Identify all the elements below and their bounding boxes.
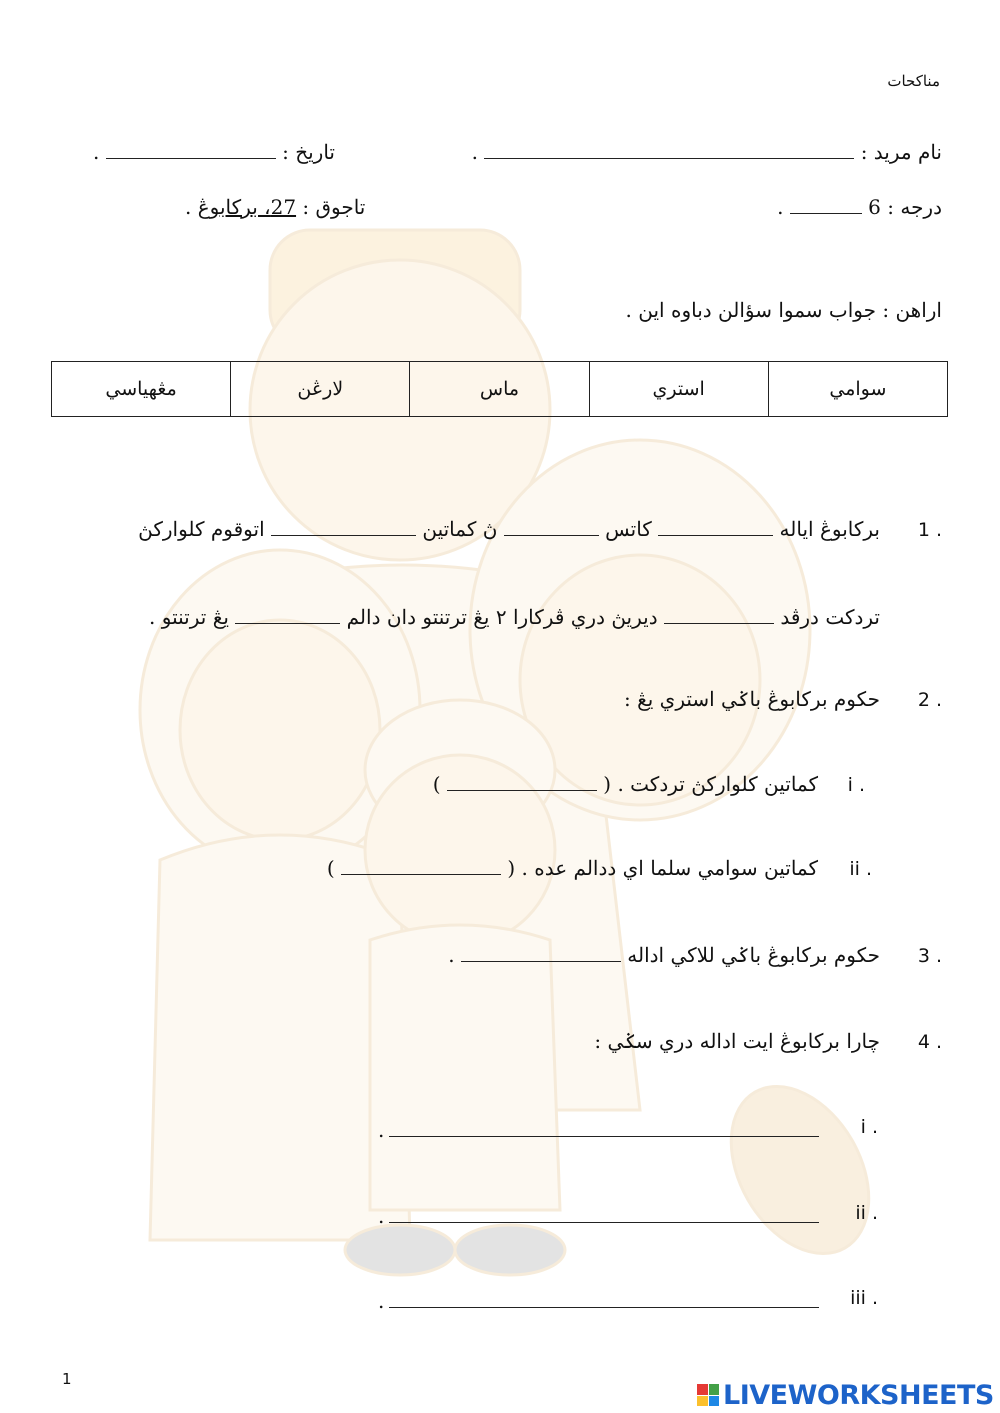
- q2-ii-number: ii .: [849, 858, 872, 880]
- q4-iii-row: [378, 1289, 819, 1313]
- q2-ii-blank[interactable]: [341, 856, 501, 875]
- topic-period: .: [185, 195, 192, 219]
- topic-row: [185, 195, 365, 219]
- q1-text-e: تردكت درڤد: [780, 605, 880, 629]
- q4-iii-blank[interactable]: [389, 1289, 819, 1308]
- topic-value: 27، بركابوڠ: [197, 195, 297, 219]
- q1-number: 1 .: [917, 519, 942, 541]
- q4-ii-period: .: [378, 1204, 385, 1228]
- class-period: .: [777, 195, 784, 219]
- q1-blank-1[interactable]: [658, 517, 773, 536]
- q2-ii-close: ): [326, 856, 335, 880]
- q1-line-2: [149, 605, 880, 629]
- q4-iii-period: .: [378, 1289, 385, 1313]
- liveworksheets-brand: LIVEWORKSHEETS: [723, 1379, 994, 1411]
- q4-ii-row: [378, 1204, 819, 1228]
- q2-i-row: [433, 772, 818, 796]
- q3-blank[interactable]: [461, 943, 621, 962]
- q1-blank-2[interactable]: [504, 517, 599, 536]
- q1-blank-5[interactable]: [235, 605, 340, 624]
- q2-ii-text: كماتين سوامي سلما اي ددالم عده . (: [507, 856, 818, 880]
- q3-row: [448, 943, 880, 967]
- liveworksheets-logo-icon: [697, 1384, 719, 1406]
- date-period: .: [93, 140, 100, 164]
- q2-i-number: i .: [847, 774, 865, 796]
- option-prohibited: لارڠن: [231, 362, 410, 417]
- q1-blank-4[interactable]: [664, 605, 774, 624]
- option-time: ماس: [410, 362, 589, 417]
- name-row: [471, 140, 942, 164]
- q4-i-number: i .: [860, 1116, 878, 1138]
- name-label: نام مريد :: [860, 140, 942, 164]
- instruction: اراهن : جواب سموا سؤالن دباوه اين .: [625, 298, 942, 322]
- q1-text-a: بركابوڠ اياله: [779, 517, 880, 541]
- q4-text: چارا بركابوڠ ايت اداله دري سݢي :: [594, 1029, 880, 1053]
- topic-label: تاجوق :: [302, 195, 366, 219]
- q2-i-blank[interactable]: [447, 772, 597, 791]
- q4-i-row: [378, 1118, 819, 1142]
- subject-heading: مناكحات: [887, 72, 940, 90]
- q4-i-blank[interactable]: [389, 1118, 819, 1137]
- word-options-table: [51, 361, 948, 417]
- q1-line-1: [138, 517, 880, 541]
- name-period: .: [471, 140, 478, 164]
- q3-text: حكوم بركابوڠ باݢي للاكي اداله: [627, 943, 880, 967]
- q3-period: .: [448, 943, 455, 967]
- date-label: تاريخ :: [282, 140, 335, 164]
- date-field[interactable]: [106, 140, 276, 159]
- page-number: 1: [62, 1370, 72, 1388]
- q4-ii-blank[interactable]: [389, 1204, 819, 1223]
- q2-number: 2 .: [917, 689, 942, 711]
- q1-text-d: اتوقوم كلواركڽ: [138, 517, 265, 541]
- class-row: [777, 195, 942, 219]
- q4-i-period: .: [378, 1118, 385, 1142]
- name-field[interactable]: [484, 140, 854, 159]
- q1-text-g: يڠ ترتنتو .: [149, 605, 229, 629]
- q4-number: 4 .: [917, 1031, 942, 1053]
- class-field[interactable]: [790, 195, 862, 214]
- q2-i-close: ): [432, 772, 441, 796]
- q2-i-text: كماتين كلواركڽ تردكت . (: [603, 772, 818, 796]
- q1-blank-3[interactable]: [271, 517, 416, 536]
- q1-text-f: ديريڽ دري ڤركارا ٢ يڠ ترتنتو دان دالم: [346, 605, 658, 629]
- q3-number: 3 .: [917, 945, 942, 967]
- option-decorate: مڠهياسي: [52, 362, 231, 417]
- word-options-row: [52, 362, 948, 417]
- q2-ii-row: [327, 856, 818, 880]
- date-row: [93, 140, 335, 164]
- q4-ii-number: ii .: [855, 1202, 878, 1224]
- liveworksheets-logo: [697, 1377, 994, 1413]
- q2-text: حكوم بركابوڠ باݢي استري يڠ :: [624, 687, 880, 711]
- class-label: درجه : 6: [868, 195, 942, 219]
- option-wife: استري: [589, 362, 768, 417]
- q4-iii-number: iii .: [850, 1287, 878, 1309]
- q1-text-c: ڽ كماتين: [422, 517, 498, 541]
- option-husband: سوامي: [768, 362, 947, 417]
- q1-text-b: كاتس: [605, 517, 652, 541]
